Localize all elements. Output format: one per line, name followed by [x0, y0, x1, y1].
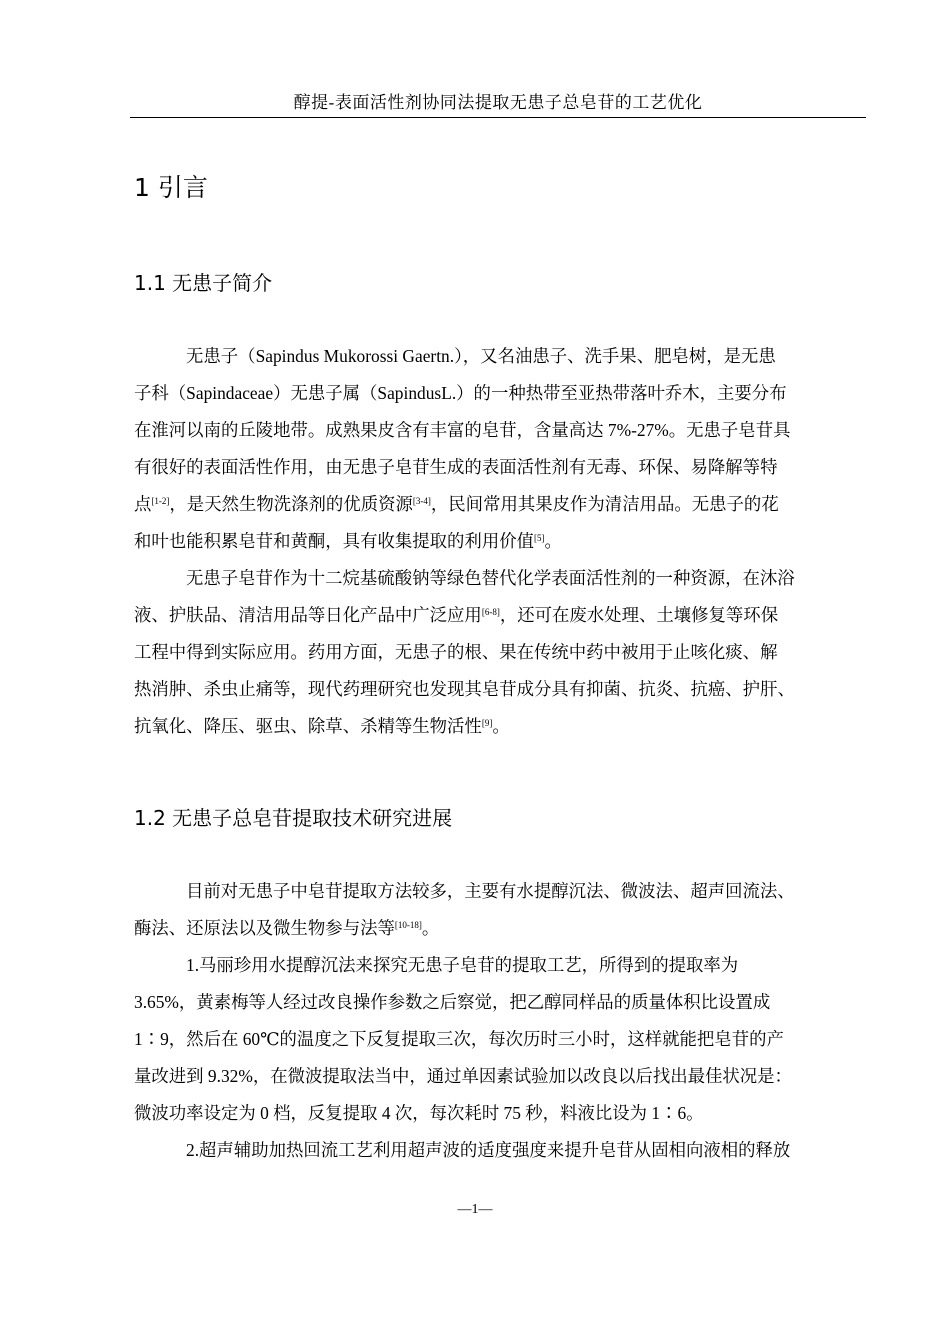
section-1-1-heading: 1.1 无患子简介 [134, 271, 273, 295]
citation-ref: [9] [481, 718, 493, 728]
text-line: 在淮河以南的丘陵地带。成熟果皮含有丰富的皂苷，含量高达 7%-27%。无患子皂苷具 [134, 420, 791, 440]
running-header-title: 醇提-表面活性剂协同法提取无患子总皂苷的工艺优化 [293, 93, 703, 112]
text-run: 和叶也能积累皂苷和黄酮，具有收集提取的利用价值 [134, 531, 534, 551]
page-number: —1— [457, 1202, 493, 1217]
text-line: 有很好的表面活性作用，由无患子皂苷生成的表面活性剂有无毒、环保、易降解等特 [134, 457, 778, 477]
citation-ref: [5] [534, 533, 545, 543]
citation-ref: [6-8] [481, 607, 500, 617]
paragraph-progress-1 [134, 873, 870, 947]
text-run: 。 [421, 918, 440, 938]
text-line: 无患子皂苷作为十二烷基硫酸钠等绿色替代化学表面活性剂的一种资源，在沐浴 [186, 568, 795, 588]
text-run: 液、护肤品、清洁用品等日化产品中广泛应用 [134, 605, 482, 625]
citation-ref: [10-18] [394, 920, 422, 930]
text-line: 目前对无患子中皂苷提取方法较多，主要有水提醇沉法、微波法、超声回流法、 [186, 881, 795, 901]
text-run: ，还可在废水处理、土壤修复等环保 [499, 605, 779, 625]
text-run: 。 [492, 716, 510, 736]
text-line [134, 708, 870, 745]
text-run: 抗氧化、降压、驱虫、除草、杀精等生物活性 [134, 716, 482, 736]
paragraph-intro-1 [134, 338, 870, 560]
text-line [134, 597, 870, 634]
section-1-heading: 1 引言 [134, 173, 208, 202]
text-run: 。 [544, 531, 562, 551]
text-run: ，民间常用其果皮作为清洁用品。无患子的花 [430, 494, 779, 514]
text-line [134, 523, 870, 560]
citation-ref: [3-4] [412, 496, 431, 506]
section-1-2-heading: 1.2 无患子总皂苷提取技术研究进展 [134, 806, 453, 830]
text-line: 工程中得到实际应用。药用方面，无患子的根、果在传统中药中被用于止咳化痰、解 [134, 642, 778, 662]
text-line: 子科（Sapindaceae）无患子属（SapindusL.）的一种热带至亚热带落叶乔木，主要分布 [134, 383, 787, 403]
paragraph-progress-2 [134, 947, 870, 1132]
text-line: 无患子（Sapindus Mukorossi Gaertn.），又名油患子、洗手果、肥皂树，是无患 [186, 346, 776, 366]
text-line: 1.马丽珍用水提醇沉法来探究无患子皂苷的提取工艺，所得到的提取率为 [186, 955, 739, 975]
text-line [134, 486, 870, 523]
text-line: 1∶9，然后在 60℃的温度之下反复提取三次，每次历时三小时，这样就能把皂苷的产 [134, 1029, 784, 1049]
text-run: 点 [134, 494, 152, 514]
text-line: 量改进到 9.32%，在微波提取法当中，通过单因素试验加以改良以后找出最佳状况是： [134, 1066, 792, 1086]
text-run: 酶法、还原法以及微生物参与法等 [134, 918, 395, 938]
text-line: 热消肿、杀虫止痛等，现代药理研究也发现其皂苷成分具有抑菌、抗炎、抗癌、护肝、 [134, 679, 795, 699]
text-line [134, 910, 870, 947]
paragraph-intro-2 [134, 560, 870, 745]
text-line: 微波功率设定为 0 档，反复提取 4 次，每次耗时 75 秒，料液比设为 1∶6。 [134, 1103, 704, 1123]
text-run: ，是天然生物洗涤剂的优质资源 [169, 494, 413, 514]
text-line: 3.65%，黄素梅等人经过改良操作参数之后察觉，把乙醇同样品的质量体积比设置成 [134, 992, 771, 1012]
paragraph-progress-3 [134, 1132, 870, 1169]
text-line: 2.超声辅助加热回流工艺利用超声波的适度强度来提升皂苷从固相向液相的释放 [186, 1140, 791, 1160]
running-header [130, 90, 866, 118]
citation-ref: [1-2] [151, 496, 170, 506]
